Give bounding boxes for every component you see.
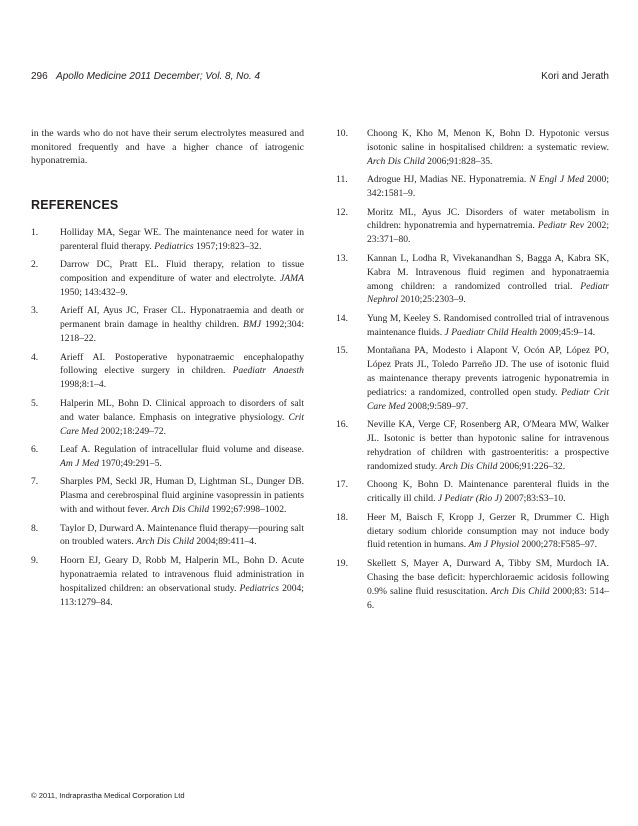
reference-citation: 2006;91:226–32. <box>497 460 566 472</box>
reference-text <box>367 511 609 553</box>
reference-item <box>31 226 304 254</box>
reference-item <box>336 127 609 169</box>
reference-journal: Crit Care Med <box>60 411 304 437</box>
reference-item <box>31 443 304 471</box>
page-number: 296 <box>31 71 48 82</box>
reference-text <box>367 252 609 308</box>
reference-item <box>31 304 304 346</box>
reference-journal: Pediatrics <box>154 240 194 252</box>
reference-item <box>31 351 304 393</box>
reference-body: Leaf A. Regulation of intracellular fluid volume and disease. <box>60 443 304 455</box>
reference-number: 12. <box>336 206 348 218</box>
reference-item <box>31 522 304 550</box>
reference-body: Arieff AI, Ayus JC, Fraser CL. Hyponatraemia and death or permanent brain damage in healthy children. <box>60 305 304 331</box>
reference-item <box>336 344 609 414</box>
reference-text <box>367 557 609 613</box>
reference-journal: Arch Dis Child <box>151 504 210 516</box>
reference-item <box>31 397 304 439</box>
reference-text <box>60 443 304 471</box>
reference-number: 7. <box>31 476 39 488</box>
journal-info: Apollo Medicine 2011 December; Vol. 8, No. 4 <box>56 71 261 82</box>
reference-number: 15. <box>336 345 348 357</box>
reference-body: Sharples PM, Seckl JR, Human D, Lightman SL, Dunger DB. Plasma and cerebrospinal fluid arginine vasopressin in patients with and without fever. <box>60 476 304 516</box>
reference-body: Montañana PA, Modesto i Alapont V, Ocón AP, López PO, López Prats JL, Toledo Parreño JD. The use of isotonic fluid as maintenance therapy prevents iatrogenic hyponatremia in pediatrics: a randomized, controlled open study. <box>367 345 609 398</box>
reference-text <box>60 397 304 439</box>
reference-journal: Pediatr Crit Care Med <box>367 386 609 412</box>
header-left <box>31 71 260 82</box>
references-list-left <box>31 226 304 610</box>
reference-number: 6. <box>31 443 39 455</box>
reference-number: 10. <box>336 128 348 139</box>
reference-text <box>367 127 609 169</box>
reference-journal: Arch Dis Child <box>136 536 194 548</box>
reference-citation: 1998;8:1–4. <box>60 379 107 391</box>
reference-citation: 2000;278:F585–97. <box>519 539 597 551</box>
reference-body: Choong K, Kho M, Menon K, Bohn D. Hypotonic versus isotonic saline in hospitalised children: a systematic review. <box>367 128 609 153</box>
reference-item <box>336 478 609 506</box>
reference-citation: 1970;49:291–5. <box>98 457 162 469</box>
reference-text <box>367 478 609 506</box>
reference-text <box>60 522 304 550</box>
reference-citation: 2004; 113:1279–84. <box>60 582 304 608</box>
reference-body: Holliday MA, Segar WE. The maintenance need for water in parenteral fluid therapy. <box>60 226 304 252</box>
reference-citation: 2002; 23:371–80. <box>367 220 609 246</box>
reference-item <box>336 418 609 474</box>
reference-number: 9. <box>31 554 39 566</box>
reference-journal: Am J Physiol <box>468 539 520 551</box>
reference-citation: 2010;25:2303–9. <box>398 294 466 306</box>
reference-text <box>60 258 304 300</box>
reference-number: 3. <box>31 305 39 317</box>
reference-citation: 1957;19:823–32. <box>193 240 262 252</box>
reference-body: Neville KA, Verge CF, Rosenberg AR, O'Meara MW, Walker JL. Isotonic is better than hypotonic saline for intravenous rehydration of children with gastroenteritis: a prospective randomized study. <box>367 419 609 472</box>
reference-number: 18. <box>336 511 348 523</box>
references-list-right <box>336 127 609 613</box>
reference-journal: Arch Dis Child <box>439 460 498 472</box>
reference-text <box>60 554 304 610</box>
left-column <box>31 127 304 614</box>
reference-body: Hoorn EJ, Geary D, Robb M, Halperin ML, Bohn D. Acute hyponatraemia related to intravenous fluid administration in hospitalized children: an observational study. <box>60 554 304 594</box>
reference-journal: Pediatr Nephrol <box>367 280 609 306</box>
reference-number: 11. <box>336 174 348 186</box>
reference-journal: Arch Dis Child <box>367 155 425 167</box>
reference-item <box>336 252 609 308</box>
reference-journal: Pediatrics <box>239 582 279 594</box>
reference-number: 4. <box>31 351 39 363</box>
reference-number: 13. <box>336 252 348 264</box>
reference-text <box>367 173 609 201</box>
reference-citation: 2004;89:411–4. <box>193 536 257 548</box>
reference-citation: 2000; 342:1581–9. <box>367 174 609 200</box>
reference-item <box>336 312 609 340</box>
reference-journal: JAMA <box>280 273 304 284</box>
reference-item <box>336 511 609 553</box>
reference-journal: Arch Dis Child <box>490 585 550 597</box>
reference-journal: J Paediatr Child Health <box>444 326 537 338</box>
reference-text <box>60 475 304 517</box>
reference-number: 19. <box>336 557 348 569</box>
reference-citation: 1992;304: 1218–22. <box>60 319 304 345</box>
reference-item <box>336 206 609 248</box>
reference-journal: BMJ <box>243 319 262 331</box>
reference-body: Halperin ML, Bohn D. Clinical approach to disorders of salt and water balance. Emphasis on integrative physiology. <box>60 397 304 423</box>
reference-citation: 2007;83:S3–10. <box>502 493 566 505</box>
reference-citation: 2006;91:828–35. <box>424 155 493 167</box>
reference-item <box>31 554 304 610</box>
right-column <box>336 127 609 617</box>
reference-number: 5. <box>31 397 39 409</box>
header-authors: Kori and Jerath <box>541 71 609 82</box>
reference-journal: Pediatr Rev <box>537 220 585 232</box>
reference-number: 8. <box>31 522 39 534</box>
reference-journal: Paediatr Anaesth <box>232 365 304 377</box>
reference-citation: 1950; 143:432–9. <box>60 286 128 298</box>
reference-item <box>336 557 609 613</box>
copyright-footer: © 2011, Indraprastha Medical Corporation Ltd <box>31 791 185 800</box>
reference-text <box>60 351 304 393</box>
reference-text <box>367 344 609 414</box>
reference-text <box>367 206 609 248</box>
reference-body: Kannan L, Lodha R, Vivekanandhan S, Bagga A, Kabra SK, Kabra M. Intravenous fluid regimen and hyponatraemia among children: a randomized controlled trial. <box>367 252 609 292</box>
reference-citation: 2000;83: 514–6. <box>367 585 609 611</box>
reference-body: Darrow DC, Pratt EL. Fluid therapy, relation to tissue composition and expenditure of water and electrolyte. <box>60 259 304 284</box>
reference-text <box>367 418 609 474</box>
reference-item <box>31 258 304 300</box>
reference-number: 2. <box>31 259 39 271</box>
reference-text <box>60 304 304 346</box>
reference-item <box>31 475 304 517</box>
reference-body: Skellett S, Mayer A, Durward A, Tibby SM, Murdoch IA. Chasing the base deficit: hyperchloraemic acidosis following 0.9% saline fluid resuscitation. <box>367 557 609 597</box>
reference-body: Yung M, Keeley S. Randomised controlled trial of intravenous maintenance fluids. <box>367 312 609 338</box>
reference-citation: 2008;9:589–97. <box>405 400 469 412</box>
reference-number: 17. <box>336 479 348 491</box>
reference-body: Adrogue HJ, Madias NE. Hyponatremia. <box>367 174 530 186</box>
reference-body: Arieff AI. Postoperative hyponatraemic encephalopathy following elective surgery in children. <box>60 351 304 377</box>
reference-body: Choong K, Bohn D. Maintenance parenteral fluids in the critically ill child. <box>367 479 609 505</box>
reference-text <box>367 312 609 340</box>
reference-body: Taylor D, Durward A. Maintenance fluid therapy—pouring salt on troubled waters. <box>60 522 304 548</box>
body-paragraph: in the wards who do not have their serum electrolytes measured and monitored frequently and have a higher chance of iatrogenic hyponatremia. <box>31 128 304 167</box>
reference-item <box>336 173 609 201</box>
reference-citation: 2002;18:249–72. <box>98 425 166 437</box>
reference-body: Moritz ML, Ayus JC. Disorders of water metabolism in children: hyponatremia and hypernatremia. <box>367 206 609 232</box>
reference-citation: 2009;45:9–14. <box>537 326 596 338</box>
reference-number: 16. <box>336 419 348 431</box>
reference-body: Heer M, Baisch F, Kropp J, Gerzer R, Drummer C. High dietary sodium chloride consumption may not induce body fluid retention in humans. <box>367 511 609 551</box>
references-heading: REFERENCES <box>31 197 119 212</box>
reference-number: 1. <box>31 226 39 238</box>
reference-text <box>60 226 304 254</box>
reference-journal: N Engl J Med <box>529 174 585 186</box>
reference-journal: J Pediatr (Rio J) <box>437 493 503 505</box>
reference-citation: 1992;67:998–1002. <box>209 504 287 516</box>
reference-journal: Am J Med <box>60 457 99 469</box>
reference-number: 14. <box>336 312 348 324</box>
